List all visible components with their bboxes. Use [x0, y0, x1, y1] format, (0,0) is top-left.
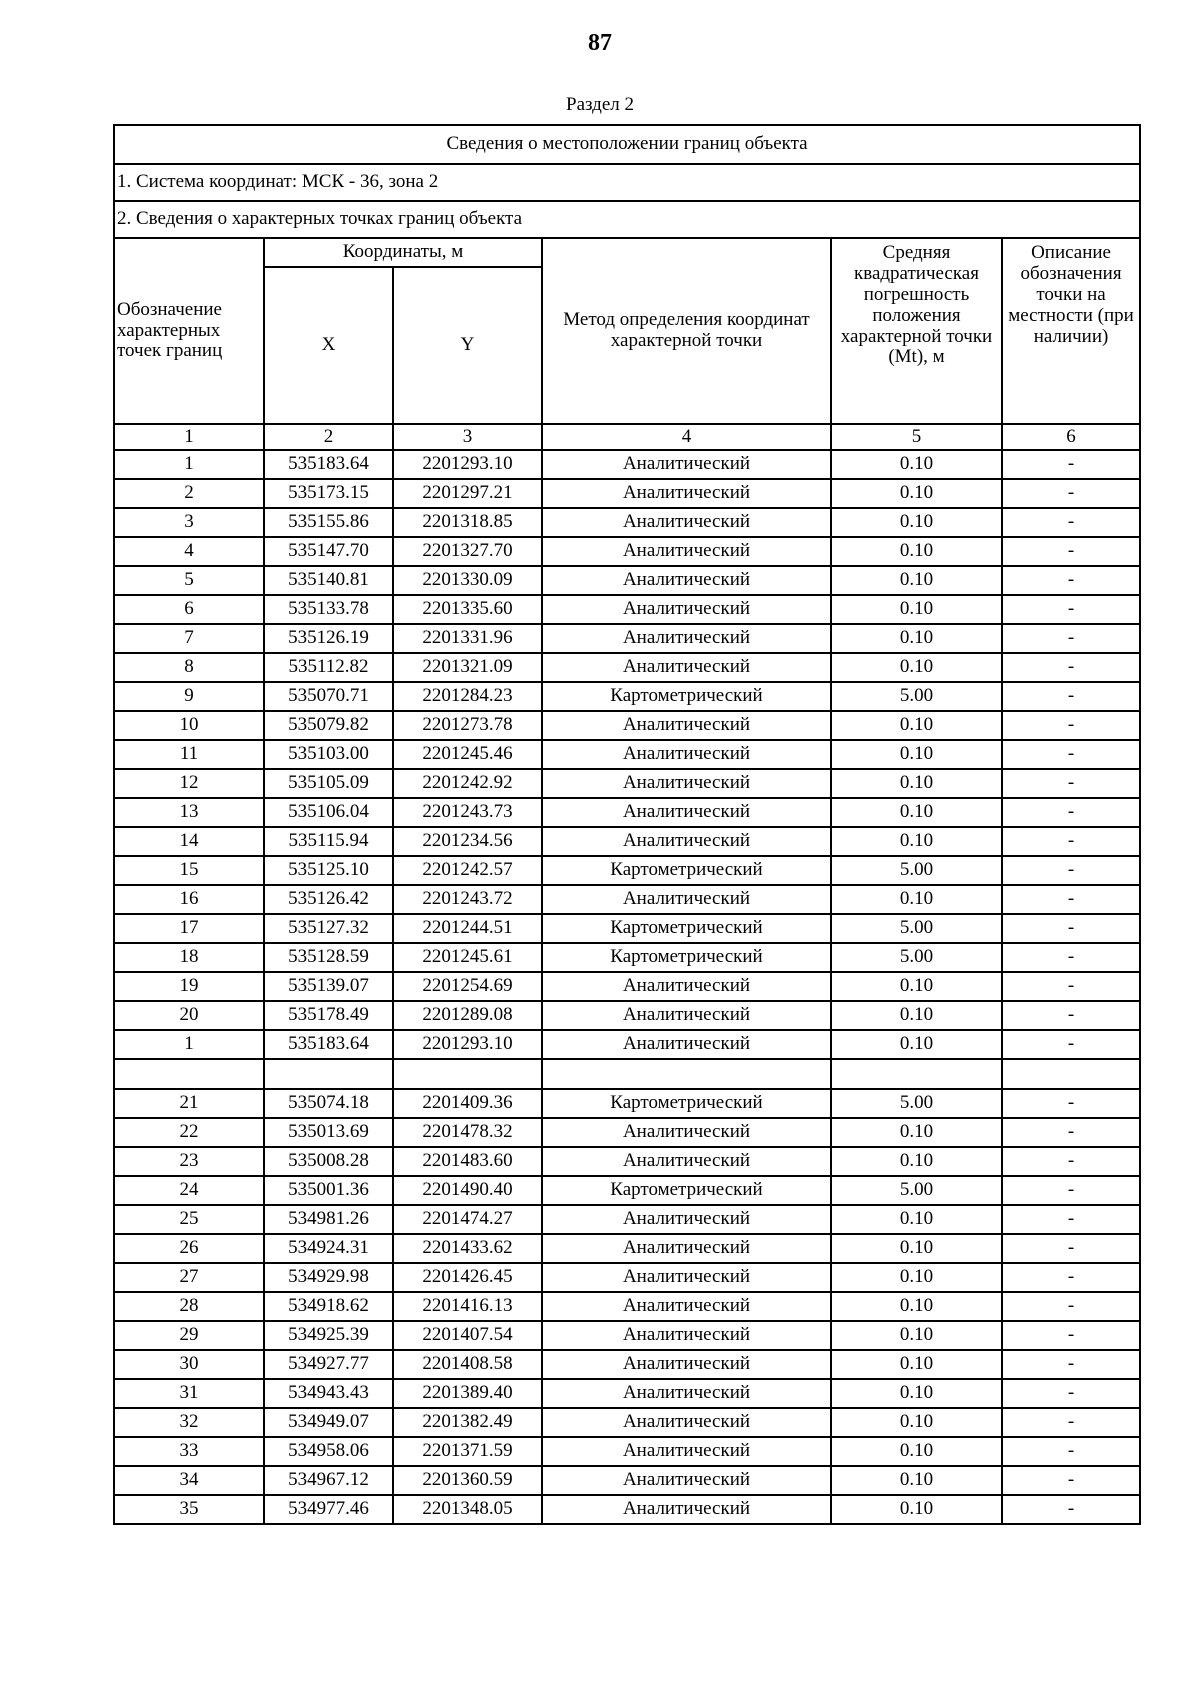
x-cell: 535173.15 [264, 479, 393, 508]
table-row [114, 566, 1140, 595]
description-cell: - [1002, 1118, 1140, 1147]
y-cell: 2201371.59 [393, 1437, 542, 1466]
method-cell: Аналитический [542, 450, 831, 479]
error-cell: 0.10 [831, 1408, 1002, 1437]
table-row [114, 1466, 1140, 1495]
empty-cell [831, 1059, 1002, 1089]
point-id-cell: 13 [114, 798, 264, 827]
table-row [114, 682, 1140, 711]
method-cell: Аналитический [542, 1321, 831, 1350]
x-cell: 534967.12 [264, 1466, 393, 1495]
method-cell: Аналитический [542, 595, 831, 624]
y-cell: 2201289.08 [393, 1001, 542, 1030]
y-cell: 2201409.36 [393, 1089, 542, 1118]
description-cell: - [1002, 827, 1140, 856]
section-label: Раздел 2 [566, 94, 634, 115]
description-cell: - [1002, 508, 1140, 537]
table-row [114, 1379, 1140, 1408]
y-cell: 2201433.62 [393, 1234, 542, 1263]
y-cell: 2201416.13 [393, 1292, 542, 1321]
description-cell: - [1002, 1147, 1140, 1176]
y-cell: 2201318.85 [393, 508, 542, 537]
error-cell: 0.10 [831, 1118, 1002, 1147]
description-cell: - [1002, 972, 1140, 1001]
y-cell: 2201297.21 [393, 479, 542, 508]
y-cell: 2201474.27 [393, 1205, 542, 1234]
x-cell: 534949.07 [264, 1408, 393, 1437]
y-cell: 2201382.49 [393, 1408, 542, 1437]
y-cell: 2201245.46 [393, 740, 542, 769]
x-cell: 535127.32 [264, 914, 393, 943]
description-cell: - [1002, 1437, 1140, 1466]
x-cell: 535001.36 [264, 1176, 393, 1205]
description-cell: - [1002, 1379, 1140, 1408]
table-row [114, 798, 1140, 827]
point-id-cell: 19 [114, 972, 264, 1001]
description-cell: - [1002, 450, 1140, 479]
point-id-cell: 21 [114, 1089, 264, 1118]
description-cell: - [1002, 943, 1140, 972]
table-row [114, 914, 1140, 943]
point-id-cell: 12 [114, 769, 264, 798]
method-cell: Аналитический [542, 1205, 831, 1234]
table-row [114, 1147, 1140, 1176]
error-cell: 0.10 [831, 1379, 1002, 1408]
description-cell: - [1002, 1495, 1140, 1524]
error-cell: 0.10 [831, 1321, 1002, 1350]
description-cell: - [1002, 479, 1140, 508]
description-cell: - [1002, 1408, 1140, 1437]
point-id-cell: 30 [114, 1350, 264, 1379]
error-cell: 5.00 [831, 856, 1002, 885]
boundary-points-table [113, 124, 1141, 1525]
point-id-cell: 25 [114, 1205, 264, 1234]
table-row [114, 1495, 1140, 1524]
x-cell: 535112.82 [264, 653, 393, 682]
error-cell: 0.10 [831, 711, 1002, 740]
method-cell: Аналитический [542, 1466, 831, 1495]
description-cell: - [1002, 595, 1140, 624]
method-cell: Картометрический [542, 682, 831, 711]
y-cell: 2201360.59 [393, 1466, 542, 1495]
x-cell: 534943.43 [264, 1379, 393, 1408]
x-cell: 535147.70 [264, 537, 393, 566]
column-number: 2 [264, 424, 393, 450]
table-row [114, 1205, 1140, 1234]
empty-cell [264, 1059, 393, 1089]
method-cell: Аналитический [542, 1263, 831, 1292]
y-cell: 2201273.78 [393, 711, 542, 740]
points-section-title: 2. Сведения о характерных точках границ объекта [114, 201, 1140, 238]
y-cell: 2201407.54 [393, 1321, 542, 1350]
y-cell: 2201408.58 [393, 1350, 542, 1379]
description-cell: - [1002, 1030, 1140, 1059]
table-row [114, 537, 1140, 566]
point-id-cell: 10 [114, 711, 264, 740]
method-cell: Картометрический [542, 914, 831, 943]
error-cell: 0.10 [831, 827, 1002, 856]
method-cell: Аналитический [542, 1001, 831, 1030]
error-cell: 0.10 [831, 1292, 1002, 1321]
x-cell: 535178.49 [264, 1001, 393, 1030]
x-cell: 535079.82 [264, 711, 393, 740]
method-cell: Картометрический [542, 1089, 831, 1118]
y-cell: 2201284.23 [393, 682, 542, 711]
column-number: 5 [831, 424, 1002, 450]
table-row [114, 1350, 1140, 1379]
y-cell: 2201245.61 [393, 943, 542, 972]
method-cell: Картометрический [542, 856, 831, 885]
description-cell: - [1002, 1466, 1140, 1495]
y-cell: 2201244.51 [393, 914, 542, 943]
description-cell: - [1002, 1350, 1140, 1379]
description-cell: - [1002, 537, 1140, 566]
x-cell: 534958.06 [264, 1437, 393, 1466]
header-y: Y [393, 267, 542, 424]
column-number: 1 [114, 424, 264, 450]
error-cell: 5.00 [831, 943, 1002, 972]
x-cell: 534927.77 [264, 1350, 393, 1379]
empty-cell [1002, 1059, 1140, 1089]
error-cell: 0.10 [831, 653, 1002, 682]
point-id-cell: 8 [114, 653, 264, 682]
point-id-cell: 27 [114, 1263, 264, 1292]
point-id-cell: 7 [114, 624, 264, 653]
error-cell: 5.00 [831, 1089, 1002, 1118]
x-cell: 534977.46 [264, 1495, 393, 1524]
x-cell: 535013.69 [264, 1118, 393, 1147]
error-cell: 0.10 [831, 1234, 1002, 1263]
error-cell: 0.10 [831, 1495, 1002, 1524]
point-id-cell: 2 [114, 479, 264, 508]
error-cell: 0.10 [831, 972, 1002, 1001]
point-id-cell: 34 [114, 1466, 264, 1495]
x-cell: 534925.39 [264, 1321, 393, 1350]
point-id-cell: 23 [114, 1147, 264, 1176]
point-id-cell: 29 [114, 1321, 264, 1350]
table-row [114, 479, 1140, 508]
description-cell: - [1002, 1292, 1140, 1321]
point-id-cell: 15 [114, 856, 264, 885]
table-row [114, 740, 1140, 769]
y-cell: 2201254.69 [393, 972, 542, 1001]
x-cell: 535115.94 [264, 827, 393, 856]
separator-row [114, 1059, 1140, 1089]
point-id-cell: 11 [114, 740, 264, 769]
x-cell: 535106.04 [264, 798, 393, 827]
x-cell: 535139.07 [264, 972, 393, 1001]
table-row [114, 653, 1140, 682]
empty-cell [114, 1059, 264, 1089]
point-id-cell: 1 [114, 450, 264, 479]
x-cell: 535183.64 [264, 1030, 393, 1059]
method-cell: Аналитический [542, 1379, 831, 1408]
y-cell: 2201234.56 [393, 827, 542, 856]
error-cell: 0.10 [831, 1263, 1002, 1292]
table-row [114, 1001, 1140, 1030]
error-cell: 0.10 [831, 1030, 1002, 1059]
x-cell: 534924.31 [264, 1234, 393, 1263]
table-title: Сведения о местоположении границ объекта [114, 125, 1140, 164]
method-cell: Аналитический [542, 624, 831, 653]
point-id-cell: 1 [114, 1030, 264, 1059]
error-cell: 5.00 [831, 914, 1002, 943]
x-cell: 534918.62 [264, 1292, 393, 1321]
x-cell: 534981.26 [264, 1205, 393, 1234]
error-cell: 0.10 [831, 769, 1002, 798]
method-cell: Аналитический [542, 1495, 831, 1524]
point-id-cell: 3 [114, 508, 264, 537]
method-cell: Аналитический [542, 566, 831, 595]
error-cell: 0.10 [831, 624, 1002, 653]
method-cell: Аналитический [542, 1118, 831, 1147]
table-row [114, 827, 1140, 856]
x-cell: 534929.98 [264, 1263, 393, 1292]
table-row [114, 1234, 1140, 1263]
method-cell: Картометрический [542, 943, 831, 972]
table-row [114, 1030, 1140, 1059]
method-cell: Аналитический [542, 1408, 831, 1437]
header-error: Средняя квадратическая погрешность положения характерной точки (Mt), м [831, 238, 1002, 424]
header-coordinates: Координаты, м [264, 238, 542, 267]
point-id-cell: 18 [114, 943, 264, 972]
y-cell: 2201483.60 [393, 1147, 542, 1176]
method-cell: Аналитический [542, 711, 831, 740]
y-cell: 2201426.45 [393, 1263, 542, 1292]
column-numbers-row [114, 424, 1140, 450]
y-cell: 2201293.10 [393, 1030, 542, 1059]
error-cell: 0.10 [831, 885, 1002, 914]
error-cell: 0.10 [831, 450, 1002, 479]
header-designation: Обозначение характерных точек границ [114, 238, 264, 424]
description-cell: - [1002, 1205, 1140, 1234]
error-cell: 0.10 [831, 1350, 1002, 1379]
x-cell: 535105.09 [264, 769, 393, 798]
method-cell: Аналитический [542, 1437, 831, 1466]
x-cell: 535183.64 [264, 450, 393, 479]
x-cell: 535103.00 [264, 740, 393, 769]
description-cell: - [1002, 740, 1140, 769]
table-row [114, 943, 1140, 972]
method-cell: Аналитический [542, 479, 831, 508]
method-cell: Аналитический [542, 740, 831, 769]
description-cell: - [1002, 914, 1140, 943]
table-row [114, 1118, 1140, 1147]
description-cell: - [1002, 566, 1140, 595]
point-id-cell: 6 [114, 595, 264, 624]
x-cell: 535074.18 [264, 1089, 393, 1118]
table-row [114, 1263, 1140, 1292]
point-id-cell: 5 [114, 566, 264, 595]
method-cell: Аналитический [542, 508, 831, 537]
method-cell: Аналитический [542, 885, 831, 914]
table-row [114, 450, 1140, 479]
error-cell: 0.10 [831, 1466, 1002, 1495]
y-cell: 2201243.73 [393, 798, 542, 827]
x-cell: 535125.10 [264, 856, 393, 885]
table-row [114, 595, 1140, 624]
table-row [114, 1408, 1140, 1437]
column-number: 4 [542, 424, 831, 450]
x-cell: 535133.78 [264, 595, 393, 624]
description-cell: - [1002, 798, 1140, 827]
method-cell: Аналитический [542, 798, 831, 827]
table-row [114, 624, 1140, 653]
description-cell: - [1002, 682, 1140, 711]
point-id-cell: 20 [114, 1001, 264, 1030]
x-cell: 535128.59 [264, 943, 393, 972]
error-cell: 0.10 [831, 537, 1002, 566]
point-id-cell: 17 [114, 914, 264, 943]
y-cell: 2201243.72 [393, 885, 542, 914]
point-id-cell: 26 [114, 1234, 264, 1263]
description-cell: - [1002, 1176, 1140, 1205]
table-row [114, 1321, 1140, 1350]
table-row [114, 769, 1140, 798]
coordinate-system: 1. Система координат: МСК - 36, зона 2 [114, 164, 1140, 201]
y-cell: 2201478.32 [393, 1118, 542, 1147]
error-cell: 0.10 [831, 1147, 1002, 1176]
error-cell: 5.00 [831, 1176, 1002, 1205]
table-row [114, 1176, 1140, 1205]
method-cell: Аналитический [542, 769, 831, 798]
x-cell: 535140.81 [264, 566, 393, 595]
point-id-cell: 31 [114, 1379, 264, 1408]
description-cell: - [1002, 1263, 1140, 1292]
error-cell: 0.10 [831, 740, 1002, 769]
empty-cell [393, 1059, 542, 1089]
table-row [114, 508, 1140, 537]
x-cell: 535070.71 [264, 682, 393, 711]
y-cell: 2201490.40 [393, 1176, 542, 1205]
point-id-cell: 4 [114, 537, 264, 566]
error-cell: 0.10 [831, 508, 1002, 537]
method-cell: Аналитический [542, 972, 831, 1001]
point-id-cell: 14 [114, 827, 264, 856]
method-cell: Аналитический [542, 653, 831, 682]
error-cell: 0.10 [831, 1205, 1002, 1234]
description-cell: - [1002, 885, 1140, 914]
error-cell: 0.10 [831, 1437, 1002, 1466]
page-number: 87 [588, 30, 612, 56]
point-id-cell: 35 [114, 1495, 264, 1524]
error-cell: 0.10 [831, 1001, 1002, 1030]
y-cell: 2201331.96 [393, 624, 542, 653]
description-cell: - [1002, 856, 1140, 885]
description-cell: - [1002, 653, 1140, 682]
y-cell: 2201327.70 [393, 537, 542, 566]
point-id-cell: 22 [114, 1118, 264, 1147]
y-cell: 2201330.09 [393, 566, 542, 595]
point-id-cell: 24 [114, 1176, 264, 1205]
method-cell: Аналитический [542, 1147, 831, 1176]
error-cell: 0.10 [831, 595, 1002, 624]
description-cell: - [1002, 1001, 1140, 1030]
error-cell: 0.10 [831, 566, 1002, 595]
header-description: Описание обозначения точки на местности (при наличии) [1002, 238, 1140, 424]
x-cell: 535155.86 [264, 508, 393, 537]
table-row [114, 885, 1140, 914]
table-row [114, 1089, 1140, 1118]
table-row [114, 856, 1140, 885]
y-cell: 2201293.10 [393, 450, 542, 479]
y-cell: 2201321.09 [393, 653, 542, 682]
y-cell: 2201242.57 [393, 856, 542, 885]
header-method: Метод определения координат характерной точки [542, 238, 831, 424]
y-cell: 2201242.92 [393, 769, 542, 798]
empty-cell [542, 1059, 831, 1089]
table-row [114, 972, 1140, 1001]
x-cell: 535008.28 [264, 1147, 393, 1176]
method-cell: Аналитический [542, 537, 831, 566]
method-cell: Картометрический [542, 1176, 831, 1205]
point-id-cell: 9 [114, 682, 264, 711]
header-x: X [264, 267, 393, 424]
error-cell: 0.10 [831, 798, 1002, 827]
table-row [114, 1437, 1140, 1466]
description-cell: - [1002, 1234, 1140, 1263]
point-id-cell: 33 [114, 1437, 264, 1466]
method-cell: Аналитический [542, 827, 831, 856]
column-number: 3 [393, 424, 542, 450]
x-cell: 535126.42 [264, 885, 393, 914]
method-cell: Аналитический [542, 1030, 831, 1059]
column-number: 6 [1002, 424, 1140, 450]
error-cell: 0.10 [831, 479, 1002, 508]
y-cell: 2201335.60 [393, 595, 542, 624]
point-id-cell: 16 [114, 885, 264, 914]
description-cell: - [1002, 624, 1140, 653]
description-cell: - [1002, 769, 1140, 798]
description-cell: - [1002, 1089, 1140, 1118]
y-cell: 2201348.05 [393, 1495, 542, 1524]
y-cell: 2201389.40 [393, 1379, 542, 1408]
method-cell: Аналитический [542, 1292, 831, 1321]
point-id-cell: 32 [114, 1408, 264, 1437]
x-cell: 535126.19 [264, 624, 393, 653]
table-row [114, 1292, 1140, 1321]
table-row [114, 711, 1140, 740]
description-cell: - [1002, 711, 1140, 740]
error-cell: 5.00 [831, 682, 1002, 711]
description-cell: - [1002, 1321, 1140, 1350]
point-id-cell: 28 [114, 1292, 264, 1321]
method-cell: Аналитический [542, 1234, 831, 1263]
method-cell: Аналитический [542, 1350, 831, 1379]
